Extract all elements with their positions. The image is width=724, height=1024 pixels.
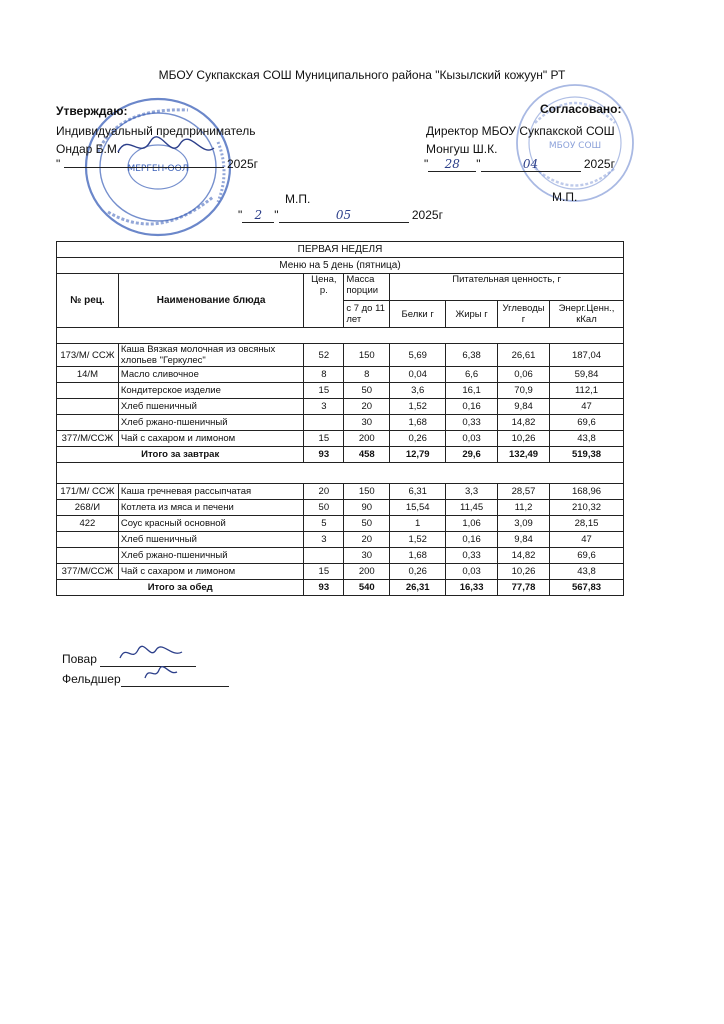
fat-cell: 0,03 [446,564,498,580]
seal-right-text: МБОУ СОШ [548,141,602,151]
seal-left-text: МЕРГЕН-ООЛ [127,164,189,174]
total-fat: 29,6 [446,447,498,463]
agreed-position: Директор МБОУ Сукпакской СОШ [426,124,615,138]
carb-cell: 10,26 [498,431,550,447]
fat-cell: 16,1 [446,383,498,399]
document-title: МБОУ Сукпакская СОШ Муниципального района "Кызылский кожуун" РТ [158,68,566,82]
fat-cell: 0,16 [446,532,498,548]
energy-cell: 210,32 [550,500,624,516]
energy-cell: 168,96 [550,484,624,500]
energy-cell: 59,84 [550,367,624,383]
energy-cell: 43,8 [550,564,624,580]
protein-cell: 1,52 [390,399,446,415]
fat-cell: 0,33 [446,548,498,564]
protein-cell: 0,26 [390,431,446,447]
protein-cell: 1,68 [390,415,446,431]
fat-cell: 3,3 [446,484,498,500]
col-header-name: Наименование блюда [118,274,304,328]
energy-cell: 28,15 [550,516,624,532]
right-mp-label: М.П. [552,190,578,204]
table-row [57,399,624,415]
table-row [57,344,624,367]
rec-cell [57,415,119,431]
col-header-protein: Белки г [390,301,446,328]
price-cell: 8 [304,367,344,383]
signature-left [110,130,220,170]
carb-cell: 26,61 [498,344,550,367]
table-row [57,415,624,431]
price-cell: 20 [304,484,344,500]
energy-cell: 47 [550,399,624,415]
approver-name: Ондар Б.М. [56,142,121,156]
total-protein: 26,31 [390,580,446,596]
agreed-name: Монгуш Ш.К. [426,142,498,156]
dish-name-cell: Хлеб ржано-пшеничный [118,415,304,431]
table-row [57,516,624,532]
total-protein: 12,79 [390,447,446,463]
mass-cell: 30 [344,415,390,431]
menu-day-title: Меню на 5 день (пятница) [57,258,624,274]
fat-cell: 0,16 [446,399,498,415]
col-header-rec: № рец. [57,274,119,328]
carb-cell: 10,26 [498,564,550,580]
mass-cell: 8 [344,367,390,383]
medic-signature-line [62,672,229,687]
protein-cell: 1,52 [390,532,446,548]
protein-cell: 3,6 [390,383,446,399]
price-cell: 15 [304,564,344,580]
mass-cell: 200 [344,431,390,447]
table-row [57,564,624,580]
price-cell: 3 [304,532,344,548]
spacer-row [57,463,624,484]
dish-name-cell: Хлеб пшеничный [118,399,304,415]
official-seal-right [510,78,640,208]
price-cell: 50 [304,500,344,516]
fat-cell: 0,03 [446,431,498,447]
cook-label: Повар [62,652,97,666]
total-carb: 77,78 [498,580,550,596]
protein-cell: 5,69 [390,344,446,367]
dish-name-cell: Чай с сахаром и лимоном [118,564,304,580]
spacer-row [57,328,624,344]
medic-label: Фельдшер [62,672,121,686]
total-row [57,447,624,463]
protein-cell: 15,54 [390,500,446,516]
col-header-energy: Энерг.Ценн., кКал [550,301,624,328]
agreed-date-month: 04 [481,157,581,172]
rec-cell: 268/И [57,500,119,516]
mass-cell: 90 [344,500,390,516]
agreed-date: " 28 " 04 2025г [424,157,615,171]
mass-cell: 50 [344,383,390,399]
price-cell: 15 [304,431,344,447]
agreed-date-day: 28 [428,157,476,172]
approver-position: Индивидуальный предприниматель [56,124,256,138]
table-row [57,500,624,516]
carb-cell: 70,9 [498,383,550,399]
approve-heading: Утверждаю: [56,104,128,118]
rec-cell: 14/М [57,367,119,383]
fat-cell: 6,38 [446,344,498,367]
table-row [57,532,624,548]
total-label: Итого за завтрак [57,447,304,463]
total-carb: 132,49 [498,447,550,463]
left-mp-label: М.П. [285,192,311,206]
dish-name-cell: Масло сливочное [118,367,304,383]
col-header-nutrition: Питательная ценность, г [390,274,624,301]
mass-cell: 20 [344,532,390,548]
price-cell: 3 [304,399,344,415]
rec-cell [57,383,119,399]
menu-table [56,241,624,596]
protein-cell: 0,04 [390,367,446,383]
price-cell: 52 [304,344,344,367]
table-row [57,367,624,383]
mass-cell: 200 [344,564,390,580]
fat-cell: 11,45 [446,500,498,516]
price-cell: 5 [304,516,344,532]
energy-cell: 187,04 [550,344,624,367]
mp-date-month: 05 [279,208,409,223]
dish-name-cell: Соус красный основной [118,516,304,532]
rec-cell: 173/М/ ССЖ [57,344,119,367]
mass-cell: 150 [344,484,390,500]
total-fat: 16,33 [446,580,498,596]
energy-cell: 69,6 [550,548,624,564]
price-cell [304,548,344,564]
fat-cell: 1,06 [446,516,498,532]
total-label: Итого за обед [57,580,304,596]
col-header-fat: Жиры г [446,301,498,328]
week-title: ПЕРВАЯ НЕДЕЛЯ [57,242,624,258]
mp-date-day: 2 [242,208,274,223]
rec-cell [57,548,119,564]
table-row [57,431,624,447]
dish-name-cell: Чай с сахаром и лимоном [118,431,304,447]
carb-cell: 14,82 [498,415,550,431]
dish-name-cell: Хлеб ржано-пшеничный [118,548,304,564]
total-energy: 519,38 [550,447,624,463]
fat-cell: 6,6 [446,367,498,383]
energy-cell: 112,1 [550,383,624,399]
table-row [57,548,624,564]
carb-cell: 3,09 [498,516,550,532]
carb-cell: 0,06 [498,367,550,383]
price-cell: 15 [304,383,344,399]
carb-cell: 9,84 [498,399,550,415]
total-price: 93 [304,580,344,596]
mp-date-year: 2025г [411,208,443,222]
total-mass: 540 [344,580,390,596]
approve-date-year: 2025г [226,157,259,171]
agreed-heading: Согласовано: [540,102,622,116]
carb-cell: 11,2 [498,500,550,516]
dish-name-cell: Хлеб пшеничный [118,532,304,548]
dish-name-cell: Кондитерское изделие [118,383,304,399]
agreed-date-year: 2025г [583,157,615,171]
mass-cell: 50 [344,516,390,532]
approve-mp-date: " 2 " 05 2025г [238,208,443,222]
dish-name-cell: Каша Вязкая молочная из овсяных хлопьев "Геркулес" [118,344,304,367]
table-row [57,383,624,399]
carb-cell: 9,84 [498,532,550,548]
mass-cell: 150 [344,344,390,367]
rec-cell [57,532,119,548]
rec-cell: 377/М/ССЖ [57,564,119,580]
energy-cell: 69,6 [550,415,624,431]
mass-cell: 30 [344,548,390,564]
protein-cell: 6,31 [390,484,446,500]
energy-cell: 47 [550,532,624,548]
col-header-mass: Масса порции [344,274,390,301]
col-header-age: с 7 до 11 лет [344,301,390,328]
table-row [57,484,624,500]
dish-name-cell: Каша гречневая рассыпчатая [118,484,304,500]
rec-cell: 171/М/ ССЖ [57,484,119,500]
approve-date-quote: " [56,157,61,171]
rec-cell: 377/М/ССЖ [57,431,119,447]
rec-cell: 422 [57,516,119,532]
total-price: 93 [304,447,344,463]
total-mass: 458 [344,447,390,463]
carb-cell: 28,57 [498,484,550,500]
total-energy: 567,83 [550,580,624,596]
mass-cell: 20 [344,399,390,415]
cook-signature [116,644,186,664]
rec-cell [57,399,119,415]
carb-cell: 14,82 [498,548,550,564]
energy-cell: 43,8 [550,431,624,447]
protein-cell: 1 [390,516,446,532]
protein-cell: 0,26 [390,564,446,580]
medic-signature [141,664,181,684]
col-header-carb: Углеводы г [498,301,550,328]
protein-cell: 1,68 [390,548,446,564]
price-cell [304,415,344,431]
fat-cell: 0,33 [446,415,498,431]
col-header-price: Цена, р. [304,274,344,328]
total-row [57,580,624,596]
dish-name-cell: Котлета из мяса и печени [118,500,304,516]
